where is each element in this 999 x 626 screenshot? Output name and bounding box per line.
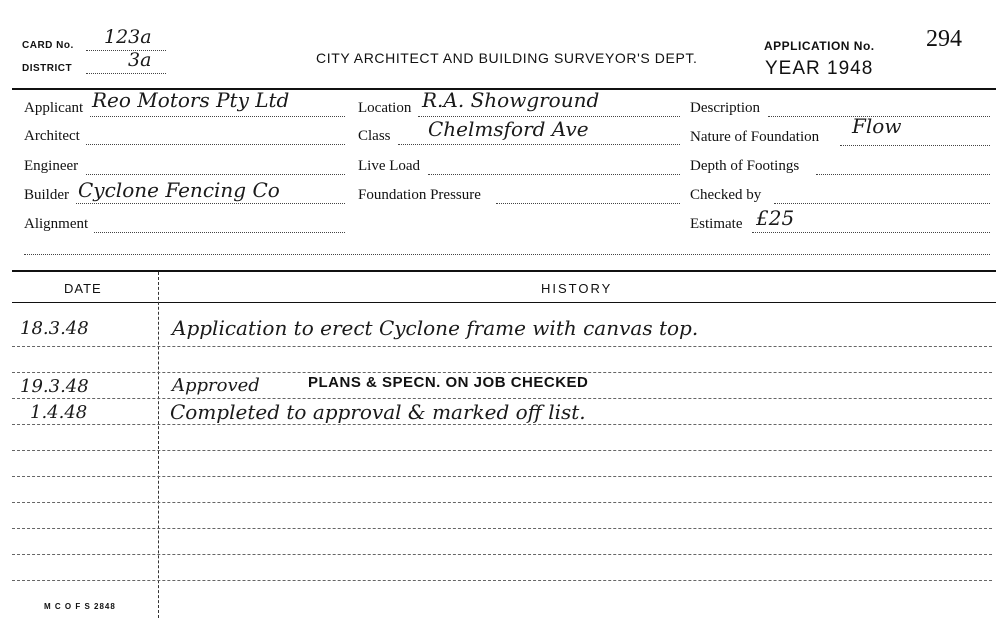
foundation-pressure-label: Foundation Pressure <box>358 187 481 203</box>
builder-value: Cyclone Fencing Co <box>78 178 280 202</box>
application-label: APPLICATION No. <box>764 39 875 53</box>
history-row-3-date: 1.4.48 <box>30 402 88 423</box>
district-label: DISTRICT <box>22 63 73 74</box>
class-value: Chelmsford Ave <box>428 117 589 141</box>
date-column-header: DATE <box>64 281 102 296</box>
history-row-1-text: Application to erect Cyclone frame with canvas top. <box>172 316 699 340</box>
nature-foundation-value: Flow <box>852 114 902 138</box>
engineer-label: Engineer <box>24 158 79 174</box>
location-value: R.A. Showground <box>422 88 600 112</box>
location-label: Location <box>358 100 412 116</box>
alignment-label: Alignment <box>24 216 89 232</box>
history-row-3-text: Completed to approval & marked off list. <box>170 400 586 424</box>
checked-stamp: PLANS & SPECN. ON JOB CHECKED <box>308 374 589 391</box>
estimate-label: Estimate <box>690 216 743 232</box>
card-no-label: CARD No. <box>22 40 74 51</box>
history-row-1-date: 18.3.48 <box>20 318 89 339</box>
class-label: Class <box>358 128 391 144</box>
form-code: M C O F S 2848 <box>44 602 116 611</box>
depth-footings-label: Depth of Footings <box>690 158 800 174</box>
application-number: 294 <box>926 26 962 52</box>
checked-by-label: Checked by <box>690 187 762 203</box>
builder-label: Builder <box>24 187 69 203</box>
applicant-label: Applicant <box>24 100 84 116</box>
description-label: Description <box>690 100 760 116</box>
district-value: 3a <box>128 49 152 71</box>
history-row-2-date: 19.3.48 <box>20 376 89 397</box>
estimate-value: £25 <box>756 206 795 230</box>
history-row-2-text: Approved <box>172 375 260 396</box>
architect-label: Architect <box>24 128 80 144</box>
year-label: YEAR 1948 <box>765 58 874 79</box>
department-title: CITY ARCHITECT AND BUILDING SURVEYOR'S DEPT. <box>316 50 698 66</box>
applicant-value: Reo Motors Pty Ltd <box>92 88 290 112</box>
nature-foundation-label: Nature of Foundation <box>690 129 820 145</box>
history-column-header: HISTORY <box>541 281 613 296</box>
card-no-value: 123a <box>104 26 152 48</box>
live-load-label: Live Load <box>358 158 421 174</box>
